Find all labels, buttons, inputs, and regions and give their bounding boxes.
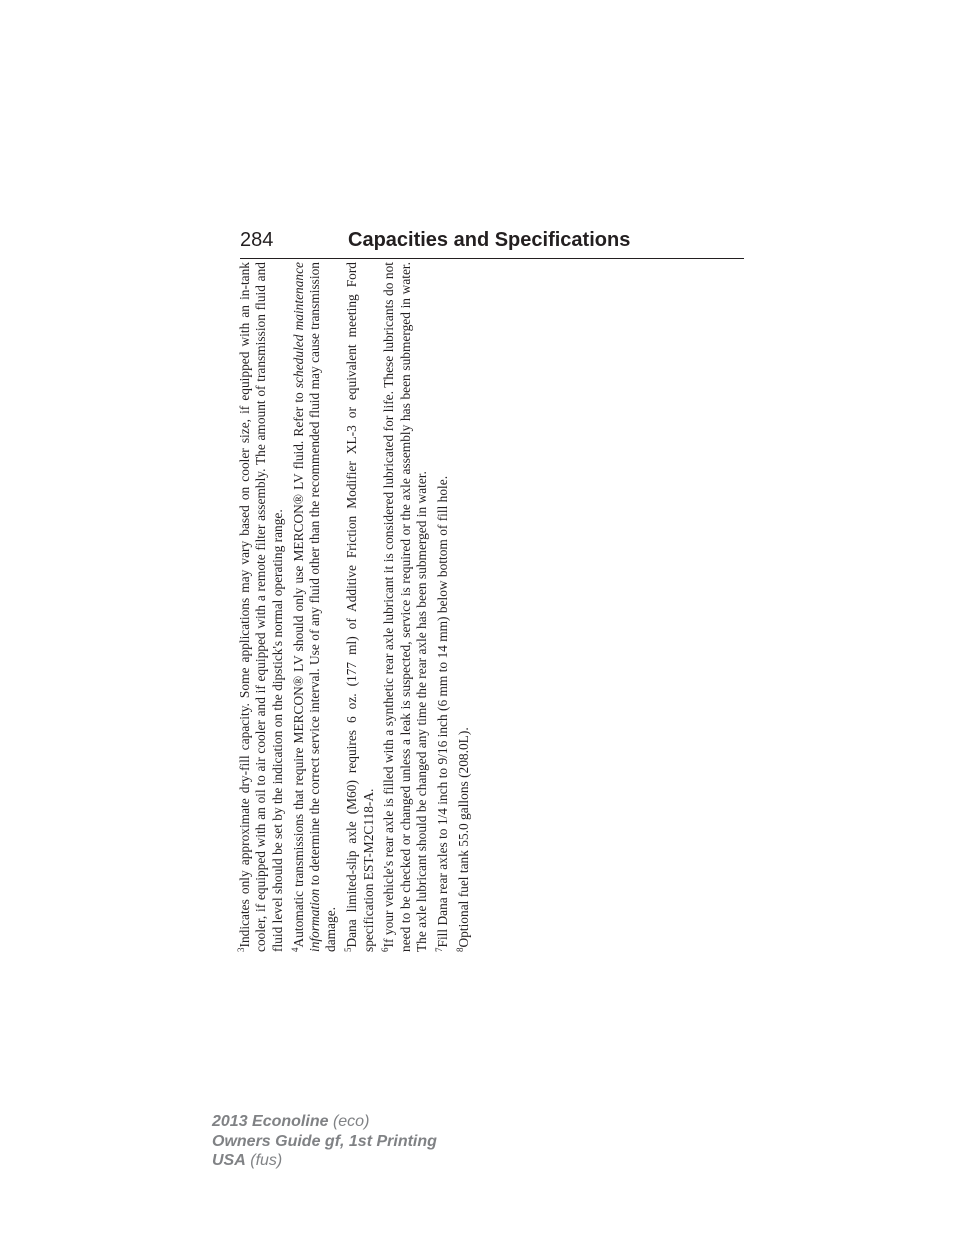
footnote-marker: 8 [454,947,465,952]
footnote-3 [237,262,286,952]
footnote-8 [456,262,472,952]
footnote-5 [344,262,377,952]
page-title: Capacities and Specifications [348,229,631,251]
page-number: 284 [240,229,274,251]
header-rule [240,258,744,259]
footer-line-1 [212,1112,437,1132]
footer-market-code: (fus) [250,1152,283,1169]
page-footer [212,1112,437,1171]
footer-model: 2013 Econoline [212,1113,329,1130]
footer-guide: Owners Guide gf, 1st Printing [212,1132,437,1150]
footnote-text: Fill Dana rear axles to 1/4 inch to 9/16 inch (6 mm to 14 mm) below bottom of fill hole. [435,475,451,948]
footer-market: USA [212,1152,246,1169]
footnote-marker: 4 [289,947,300,952]
footnote-text: Indicates only approximate dry-fill capacity. Some applications may vary based on cooler size, if equipped with an in-tank cooler, if equipped with an oil to air cooler and if equipped with a remote filter assembly. The amount of transmission fluid and fluid level should be set by the indication on the dipstick's normal operating range. [237,262,285,952]
footnote-6 [381,262,430,952]
footnotes-block [237,262,477,952]
footnote-text: to determine the correct service interval. Use of any fluid other than the recommended fluid may cause transmission damage. [307,262,339,952]
footer-line-3 [212,1151,437,1171]
footnote-italic-reference: scheduled maintenance information [290,261,323,952]
footer-line-2 [212,1132,437,1152]
footnote-7 [435,262,451,952]
footnote-text: Automatic transmissions that require MERCON® LV should only use MERCON® LV fluid. Refer to [290,388,306,948]
footnote-marker: 5 [343,947,354,952]
footnote-marker: 3 [236,947,246,952]
footnote-text: Dana limited-slip axle (M60) requires 6 oz. (177 ml) of Additive Friction Modifier XL-3 or equivalent meeting Ford specification EST-M2C118-A. [344,262,376,952]
footnote-text: If your vehicle's rear axle is filled with a synthetic rear axle lubricant it is considered lubricated for life. These lubricants do not need to be checked or changed unless a leak is suspected, service is required or the axle assembly has been submerged in water. The axle lubricant should be changed any time the rear axle has been submerged in water. [381,262,430,952]
footnote-marker: 6 [380,947,391,952]
footer-model-code: (eco) [332,1113,370,1130]
footnote-4 [291,262,340,952]
footnote-marker: 7 [434,947,445,952]
footnote-text: Optional fuel tank 55.0 gallons (208.0L). [455,727,471,948]
